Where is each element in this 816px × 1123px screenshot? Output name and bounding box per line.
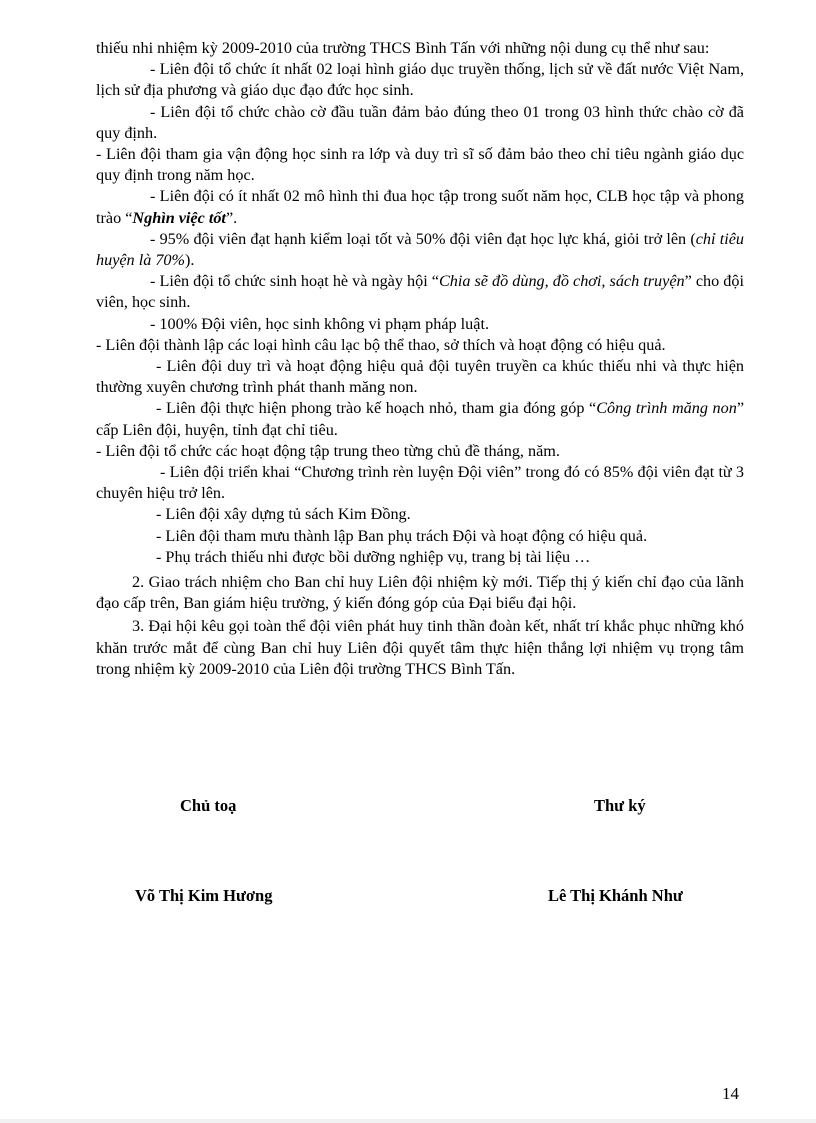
- paragraph-5: [96, 229, 744, 271]
- page-number: 14: [722, 1084, 739, 1103]
- text-run: ” cho đội viên, học sinh.: [96, 272, 744, 312]
- text-run: - Liên đội duy trì và hoạt động hiệu quả đội tuyên truyền ca khúc thiếu nhi và thực hiện thường xuyên chương trình phát thanh măng non.: [96, 357, 744, 397]
- text-run: - Liên đội có ít nhất 02 mô hình thi đua học tập trong suốt năm học, CLB học tập và phong trào “: [96, 187, 744, 227]
- text-run: Nghìn việc tốt: [132, 208, 226, 227]
- paragraph-12: [96, 462, 744, 504]
- paragraph-16: [96, 572, 744, 614]
- paragraph-15: [96, 547, 744, 568]
- paragraph-7: [96, 314, 744, 335]
- paragraph-8: [96, 335, 744, 356]
- text-run: - Liên đội thành lập các loại hình câu lạc bộ thể thao, sở thích và hoạt động có hiệu quả.: [96, 335, 666, 354]
- paragraph-3: [96, 144, 744, 186]
- text-run: ).: [185, 251, 195, 270]
- secretary-title: Thư ký: [594, 796, 646, 815]
- text-run: chỉ tiêu huyện là 70%: [96, 229, 744, 270]
- text-run: Công trình măng non: [596, 399, 737, 418]
- paragraph-10: [96, 398, 744, 440]
- paragraph-6: [96, 271, 744, 313]
- document-body: [96, 38, 744, 680]
- chair-title: Chủ toạ: [180, 796, 237, 815]
- paragraph-2: [96, 102, 744, 144]
- paragraph-11: [96, 441, 744, 462]
- text-run: - Liên đội xây dựng tủ sách Kim Đồng.: [156, 505, 411, 524]
- text-run: - Liên đội tổ chức ít nhất 02 loại hình giáo dục truyền thống, lịch sử về đất nước Việt Nam, lịch sử địa phương và giáo dục đạo đức học sinh.: [96, 60, 744, 100]
- text-run: 3. Đại hội kêu gọi toàn thể đội viên phát huy tinh thần đoàn kết, nhất trí khắc phục những khó khăn trước mắt để cùng Ban chỉ huy Liên đội quyết tâm thực hiện thắng lợi nhiệm vụ trọng tâm trong nhiệm kỳ 2009-2010 của Liên đội trường THCS Bình Tấn.: [96, 617, 744, 678]
- paragraph-14: [96, 526, 744, 547]
- paragraph-1: [96, 59, 744, 101]
- text-run: - Phụ trách thiếu nhi được bồi dưỡng nghiệp vụ, trang bị tài liệu …: [156, 547, 591, 566]
- text-run: - Liên đội tham gia vận động học sinh ra lớp và duy trì sĩ số đảm bảo theo chỉ tiêu ngành giáo dục quy định trong năm học.: [96, 145, 744, 185]
- text-run: - Liên đội tổ chức các hoạt động tập trung theo từng chủ đề tháng, năm.: [96, 441, 560, 460]
- text-run: - Liên đội tổ chức sinh hoạt hè và ngày hội “: [150, 272, 439, 291]
- text-run: - Liên đội triển khai “Chương trình rèn luyện Đội viên” trong đó có 85% đội viên đạt từ 3 chuyên hiệu trở lên.: [96, 463, 744, 503]
- text-run: - Liên đội tổ chức chào cờ đầu tuần đảm bảo đúng theo 01 trong 03 hình thức chào cờ đã quy định.: [96, 102, 744, 142]
- text-run: - Liên đội tham mưu thành lập Ban phụ trách Đội và hoạt động có hiệu quả.: [156, 526, 648, 545]
- paragraph-0: [96, 38, 744, 59]
- chair-name: Võ Thị Kim Hương: [135, 886, 273, 905]
- text-run: - Liên đội thực hiện phong trào kế hoạch nhỏ, tham gia đóng góp “: [156, 399, 597, 418]
- paragraph-9: [96, 356, 744, 398]
- paragraph-17: [96, 616, 744, 680]
- text-run: Chia sẽ đồ dùng, đồ chơi, sách truyện: [438, 272, 685, 291]
- text-run: - 95% đội viên đạt hạnh kiểm loại tốt và 50% đội viên đạt học lực khá, giỏi trở lên (: [150, 229, 696, 248]
- text-run: ” cấp Liên đội, huyện, tỉnh đạt chỉ tiêu.: [96, 399, 744, 439]
- secretary-name: Lê Thị Khánh Như: [548, 886, 683, 905]
- text-run: thiếu nhi nhiệm kỳ 2009-2010 của trường THCS Bình Tấn với những nội dung cụ thể như sau:: [96, 39, 710, 57]
- paragraph-13: [96, 504, 744, 525]
- bottom-edge: [0, 1119, 816, 1123]
- text-run: ”.: [225, 208, 238, 227]
- text-run: - 100% Đội viên, học sinh không vi phạm pháp luật.: [150, 314, 489, 333]
- paragraph-4: [96, 186, 744, 228]
- text-run: 2. Giao trách nhiệm cho Ban chỉ huy Liên đội nhiệm kỳ mới. Tiếp thị ý kiến chỉ đạo của lãnh đạo cấp trên, Ban giám hiệu trường, ý kiến đóng góp của Đại biểu đại hội.: [96, 573, 744, 613]
